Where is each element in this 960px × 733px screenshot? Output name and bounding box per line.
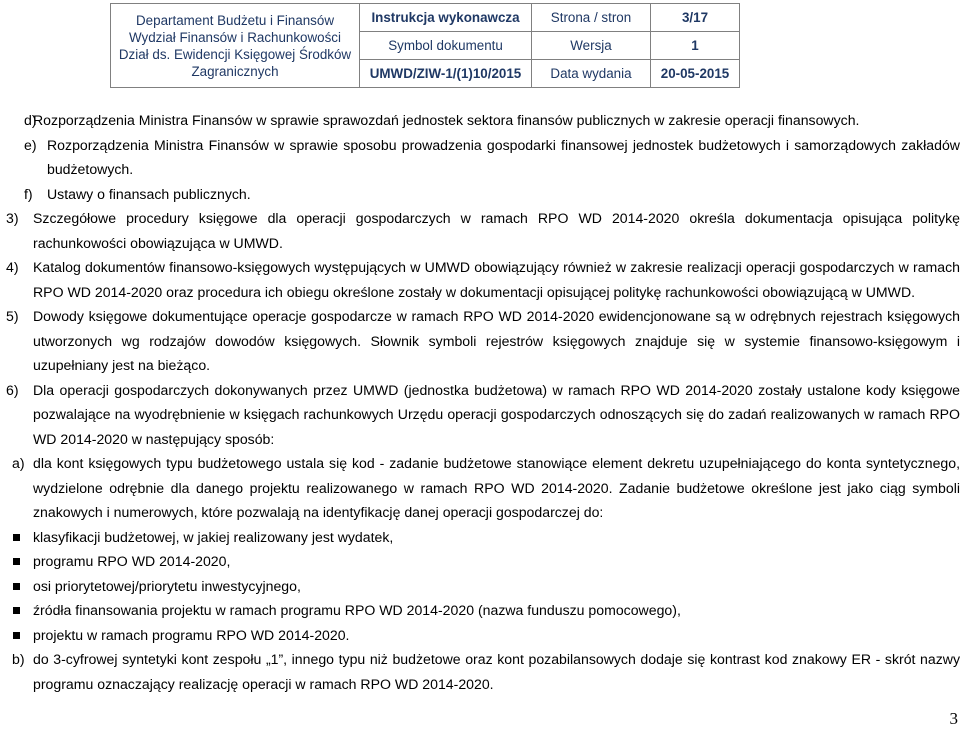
- item-f: [0, 182, 960, 207]
- department-line: Wydział Finansów i Rachunkowości: [129, 29, 341, 45]
- item-4: [0, 255, 960, 304]
- department-cell: [111, 4, 360, 88]
- item-text: dla kont księgowych typu budżetowego ustala się kod - zadanie budżetowe stanowiące element dekretu uzupełniającego do konta syntetycznego, wydzielone odrębnie dla danego projektu realizowanego w ramach RPO WD 2014-2020. Zadanie budżetowe określone jest jako ciąg symboli znakowych i numerowych, które pozwalają na identyfikację danej operacji gospodarczej do:: [33, 455, 960, 520]
- item-marker: a): [12, 455, 25, 471]
- square-bullet-icon: [13, 632, 20, 639]
- page-number: 3: [949, 709, 958, 728]
- item-text: Rozporządzenia Ministra Finansów w sprawie sposobu prowadzenia gospodarki finansowej jednostek budżetowych i samorządowych zakładów budżetowych.: [47, 136, 960, 177]
- item-5: [0, 304, 960, 378]
- bullet-item: [0, 525, 960, 550]
- item-text: Katalog dokumentów finansowo-księgowych występujących w UMWD obowiązujący również w zakresie realizacji operacji gospodarczych w ramach RPO WD 2014-2020 oraz procedura ich obiegu określone zostały w dokumentacji opisującej politykę rachunkowości obowiązującą w UMWD.: [33, 259, 960, 300]
- item-marker: 5): [6, 308, 19, 324]
- date-label: Data wydania: [532, 60, 651, 88]
- item-text: do 3-cyfrowej syntetyki kont zespołu „1”, innego typu niż budżetowe oraz kont pozabilansowych dodaje się kontrast kod znakowy ER - skrót nazwy programu oznaczający realizację operacji w ramach RPO WD 2014-2020.: [33, 651, 960, 692]
- square-bullet-icon: [13, 534, 20, 541]
- item-6: [0, 378, 960, 452]
- version-value: 1: [651, 32, 740, 60]
- version-label: Wersja: [532, 32, 651, 60]
- item-text: Ustawy o finansach publicznych.: [47, 185, 251, 202]
- bullet-item: [0, 623, 960, 648]
- document-header: [110, 3, 740, 88]
- item-marker: b): [12, 651, 25, 667]
- department-line: Dział ds. Ewidencji Księgowej Środków: [118, 46, 352, 62]
- item-marker: d): [24, 112, 37, 128]
- symbol-value: UMWD/ZIW-1/(1)10/2015: [360, 60, 532, 88]
- item-text: Dla operacji gospodarczych dokonywanych przez UMWD (jednostka budżetowa) w ramach RPO WD 2014-2020 zostały ustalone kody księgowe pozwalające na wyodrębnienie w księgach rachunkowych Urzędu operacji gospodarczych odnoszących się do zadań realizowanych w ramach RPO WD 2014-2020 w następujący sposób:: [33, 381, 960, 447]
- bullet-item: [0, 574, 960, 599]
- page-value: 3/17: [651, 4, 740, 32]
- department-line: Departament Budżetu i Finansów: [136, 12, 334, 28]
- doc-type: Instrukcja wykonawcza: [360, 4, 532, 32]
- bullet-text: programu RPO WD 2014-2020,: [33, 553, 231, 569]
- department-line: Zagranicznych: [191, 63, 279, 79]
- date-value: 20-05-2015: [651, 60, 740, 88]
- item-marker: 6): [6, 381, 19, 398]
- item-b: [0, 647, 960, 696]
- item-text: Szczegółowe procedury księgowe dla operacji gospodarczych w ramach RPO WD 2014-2020 określa dokumentacja opisująca politykę rachunkowości obowiązująca w UMWD.: [33, 210, 960, 251]
- square-bullet-icon: [13, 607, 20, 614]
- item-marker: 4): [6, 259, 19, 275]
- bullet-item: [0, 549, 960, 574]
- symbol-label: Symbol dokumentu: [360, 32, 532, 60]
- item-marker: f): [24, 185, 33, 202]
- item-marker: e): [24, 136, 37, 153]
- document-body: [0, 108, 960, 696]
- item-d: [0, 108, 960, 133]
- bullet-text: osi priorytetowej/priorytetu inwestycyjnego,: [33, 577, 301, 594]
- item-3: [0, 206, 960, 255]
- square-bullet-icon: [13, 583, 20, 590]
- bullet-text: klasyfikacji budżetowej, w jakiej realizowany jest wydatek,: [33, 528, 394, 545]
- square-bullet-icon: [13, 558, 20, 565]
- item-marker: 3): [6, 210, 19, 226]
- item-e: [0, 133, 960, 182]
- bullet-text: projektu w ramach programu RPO WD 2014-2020.: [33, 626, 350, 643]
- item-text: Rozporządzenia Ministra Finansów w sprawie sprawozdań jednostek sektora finansów publicznych w zakresie operacji finansowych.: [33, 112, 860, 128]
- bullet-item: [0, 598, 960, 623]
- bullet-text: źródła finansowania projektu w ramach programu RPO WD 2014-2020 (nazwa funduszu pomocowego),: [33, 602, 681, 618]
- item-text: Dowody księgowe dokumentujące operacje gospodarcze w ramach RPO WD 2014-2020 ewidencjonowane są w odrębnych rejestrach księgowych utworzonych wg rodzajów dowodów księgowych. Słownik symboli rejestrów księgowych znajduje się w systemie finansowo-księgowym i uzupełniany jest na bieżąco.: [33, 308, 960, 373]
- page-label: Strona / stron: [532, 4, 651, 32]
- item-a: [0, 451, 960, 525]
